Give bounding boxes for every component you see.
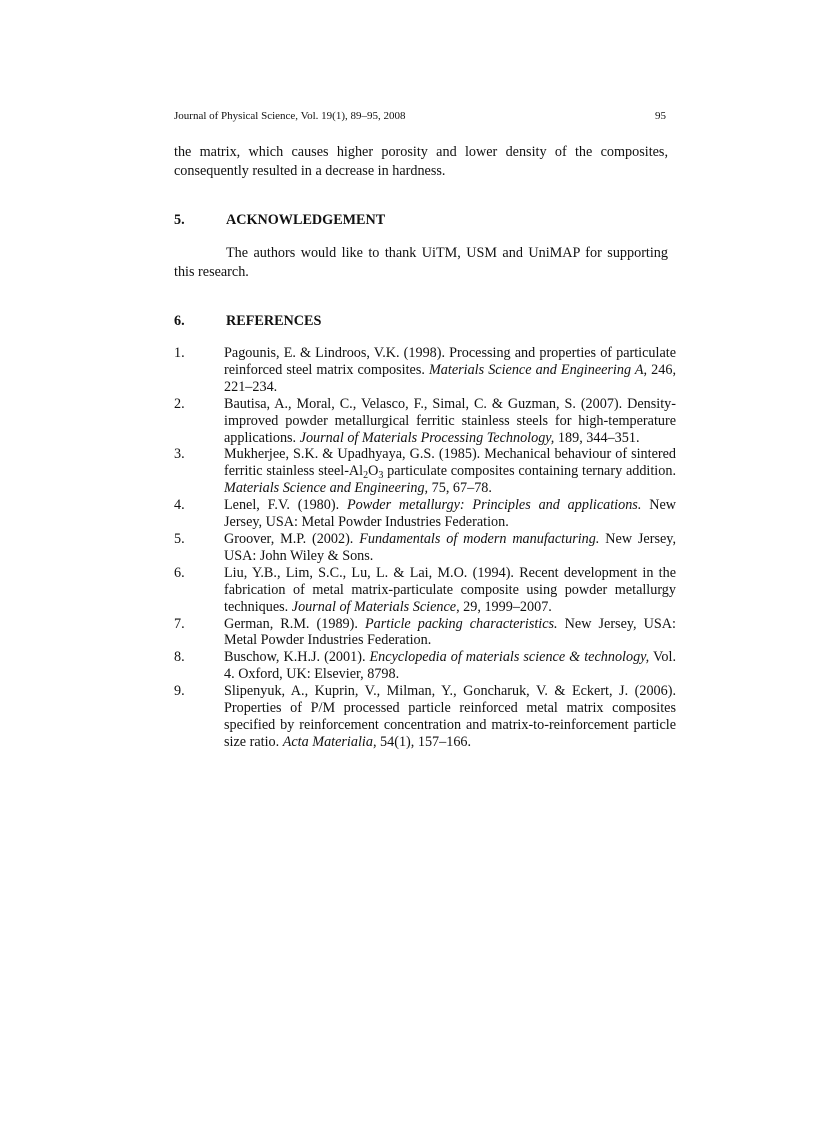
- reference-number: 2.: [174, 395, 185, 412]
- acknowledgement-heading: [174, 212, 668, 229]
- reference-text: Groover, M.P. (2002). Fundamentals of modern manufacturing. New Jersey, USA: John Wiley & Sons.: [224, 530, 676, 564]
- section-title: REFERENCES: [226, 313, 322, 329]
- reference-text: Bautisa, A., Moral, C., Velasco, F., Simal, C. & Guzman, S. (2007). Density-improved powder metallurgical ferritic stainless steels for high-temperature applications. Journal of Materials Processing Technology, 189, 344–351.: [224, 395, 676, 446]
- references-heading: [174, 313, 668, 330]
- acknowledgement-text: The authors would like to thank UiTM, USM and UniMAP for supporting this research.: [174, 245, 668, 280]
- reference-number: 9.: [174, 683, 185, 700]
- reference-text: German, R.M. (1989). Particle packing characteristics. New Jersey, USA: Metal Powder Industries Federation.: [224, 615, 676, 649]
- journal-citation: Journal of Physical Science, Vol. 19(1), 89–95, 2008: [174, 110, 406, 122]
- reference-text: Pagounis, E. & Lindroos, V.K. (1998). Processing and properties of particulate reinforced steel matrix composites. Materials Science and Engineering A, 246, 221–234.: [224, 345, 676, 395]
- reference-item: [174, 565, 676, 616]
- reference-item: [174, 683, 676, 751]
- reference-text: Mukherjee, S.K. & Upadhyaya, G.S. (1985). Mechanical behaviour of sintered ferritic stainless steel-$Al_2O_3$ particulate composites containing ternary addition. Materials Science and Engineering, 75, 67–78.: [224, 446, 676, 497]
- reference-text: Buschow, K.H.J. (2001). Encyclopedia of materials science & technology, Vol. 4. Oxford, UK: Elsevier, 8798.: [224, 649, 676, 683]
- reference-number: 6.: [174, 564, 185, 581]
- reference-text: Liu, Y.B., Lim, S.C., Lu, L. & Lai, M.O. (1994). Recent development in the fabrication of metal matrix-particulate composite using powder metallurgy techniques. Journal of Materials Science, 29, 1999–2007.: [224, 564, 676, 615]
- reference-number: 4.: [174, 497, 185, 514]
- intro-paragraph: the matrix, which causes higher porosity and lower density of the composites, consequently resulted in a decrease in hardness.: [174, 144, 668, 179]
- reference-item: [174, 531, 676, 565]
- running-header: [174, 110, 668, 122]
- reference-text: Slipenyuk, A., Kuprin, V., Milman, Y., Goncharuk, V. & Eckert, J. (2006). Properties of P/M processed particle reinforced metal matrix composites specified by reinforcement concentration and matrix-to-reinforcement particle size ratio. Acta Materialia, 54(1), 157–166.: [224, 683, 676, 750]
- section-title: ACKNOWLEDGEMENT: [226, 212, 386, 228]
- reference-item: [174, 497, 676, 531]
- section-number: 5.: [174, 212, 185, 228]
- section-number: 6.: [174, 313, 185, 329]
- reference-list: [174, 345, 676, 751]
- reference-number: 3.: [174, 446, 185, 463]
- page-number: 95: [655, 110, 666, 122]
- reference-item: [174, 345, 676, 396]
- reference-text: Lenel, F.V. (1980). Powder metallurgy: Principles and applications. New Jersey, USA: Metal Powder Industries Federation.: [224, 497, 676, 531]
- reference-number: 1.: [174, 345, 185, 361]
- reference-number: 8.: [174, 649, 185, 666]
- reference-number: 5.: [174, 530, 185, 547]
- reference-item: [174, 649, 676, 683]
- reference-item: [174, 616, 676, 650]
- reference-item: [174, 446, 676, 497]
- reference-number: 7.: [174, 615, 185, 632]
- reference-item: [174, 396, 676, 447]
